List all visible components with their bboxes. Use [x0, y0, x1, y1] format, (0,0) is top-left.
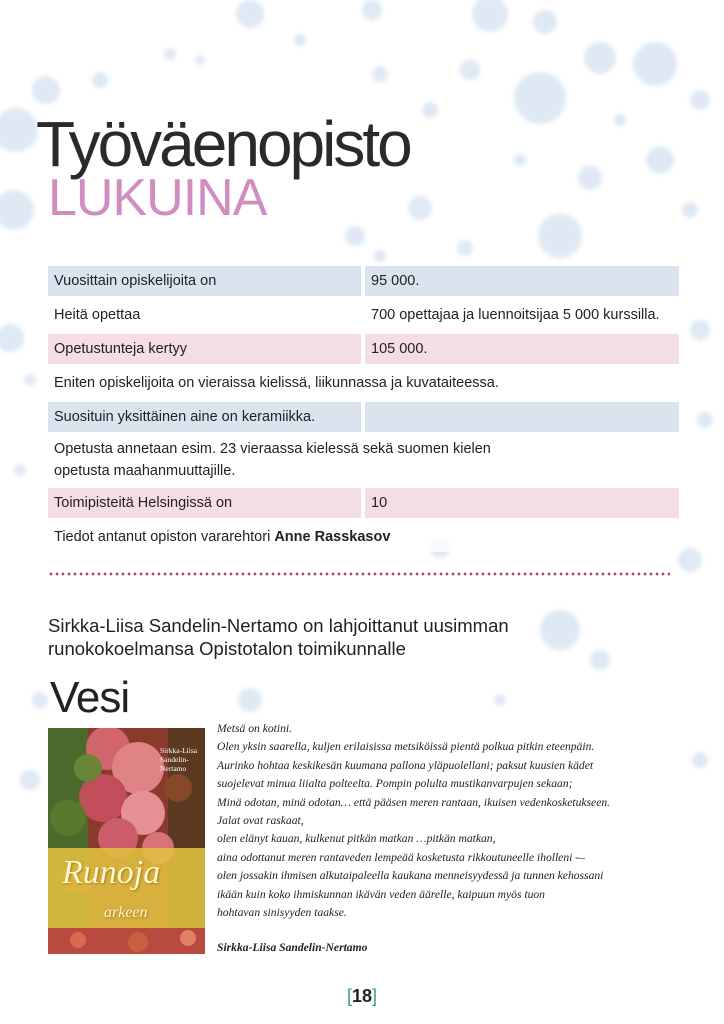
page-bracket-right: ] [372, 986, 378, 1006]
stats-text: Eniten opiskelijoita on vieraissa kielissä, liikunnassa ja kuvataiteessa. [48, 368, 679, 398]
page-number-value: 18 [351, 986, 373, 1006]
poem-title: Vesi [50, 673, 130, 722]
stats-text-line: Opetusta annetaan esim. 23 vieraassa kielessä sekä suomen kielen [54, 441, 491, 457]
cover-author-line: Nertamo [160, 764, 187, 773]
poem-text [217, 720, 687, 922]
cover-author-line: Sandelin- [160, 755, 189, 764]
cover-author-line: Sirkka-Liisa [160, 746, 198, 755]
poem-line: aina odottanut meren rantaveden lempeää kosketusta rikkoutuneelle iholleni -– [217, 850, 585, 864]
stats-row-languages [48, 436, 679, 484]
source-name: Anne Rasskasov [274, 529, 391, 545]
stats-source [48, 522, 679, 552]
stats-text [48, 436, 679, 484]
stats-row-popular-fields [48, 368, 679, 398]
page-subtitle: LUKUINA [48, 169, 267, 227]
stats-value: 700 opettajaa ja luennoitsijaa 5 000 kurssilla. [365, 300, 679, 330]
poem-line: ikään kuin koko ihmiskunnan ikävän veden äärelle, kaipuun myös tuon [217, 887, 545, 901]
stats-row-popular-subject [48, 402, 679, 432]
page-title: Työväenopisto [36, 108, 410, 180]
poem-line: hohtavan sinisyyden taakse. [217, 906, 347, 920]
gift-line: runokokoelmansa Opistotalon toimikunnalle [48, 638, 406, 659]
dotted-divider [48, 572, 670, 576]
page-bracket-left: [ [346, 986, 352, 1006]
poem-line: Metsä on kotini. [217, 722, 293, 735]
stats-table [48, 266, 679, 556]
poem-line: Olen yksin saarella, kuljen erilaisissa metsiköissä pientä polkua pitkin eteenpäin. [217, 740, 595, 754]
gift-line: Sirkka-Liisa Sandelin-Nertamo on lahjoittanut uusimman [48, 615, 509, 636]
stats-label: Vuosittain opiskelijoita on [48, 266, 361, 296]
stats-row-teachers [48, 300, 679, 330]
cover-subtitle: arkeen [104, 904, 148, 921]
stats-source-text [48, 522, 679, 552]
poem-line: olen jossakin ihmisen alkutaipaleella kaukana menneisyydessä ja tunnen kehossani [217, 869, 604, 883]
stats-value-empty [365, 402, 679, 432]
gift-announcement [48, 614, 608, 660]
stats-value: 105 000. [365, 334, 679, 364]
cover-author [160, 746, 204, 773]
book-cover-image [48, 728, 205, 954]
stats-label: Suosituin yksittäinen aine on keramiikka. [48, 402, 361, 432]
poem-line: olen elänyt kauan, kulkenut pitkän matkan …pitkän matkan, [217, 832, 496, 846]
stats-text-line: opetusta maahanmuuttajille. [54, 463, 236, 479]
source-prefix: Tiedot antanut opiston vararehtori [54, 529, 275, 545]
page-number [0, 986, 724, 1007]
stats-label: Opetustunteja kertyy [48, 334, 361, 364]
cover-title: Runoja [62, 854, 161, 891]
poem-line: Aurinko hohtaa keskikesän kuumana pallona yläpuolellani; paksut kuusien kädet [217, 758, 594, 772]
stats-value: 95 000. [365, 266, 679, 296]
stats-label: Toimipisteitä Helsingissä on [48, 488, 361, 518]
poem-line: suojelevat minua liialta polteelta. Pompin polulta mustikanvarpujen sekaan; [217, 777, 573, 791]
poem-line: Jalat ovat raskaat, [217, 814, 304, 828]
stats-row-locations [48, 488, 679, 518]
stats-row-hours [48, 334, 679, 364]
stats-value: 10 [365, 488, 679, 518]
stats-label: Heitä opettaa [48, 300, 361, 330]
poem-line: Minä odotan, minä odotan… että pääsen meren rantaan, ikuisen vedenkosketukseen. [217, 795, 611, 809]
poem-author: Sirkka-Liisa Sandelin-Nertamo [217, 941, 368, 954]
stats-row-students [48, 266, 679, 296]
